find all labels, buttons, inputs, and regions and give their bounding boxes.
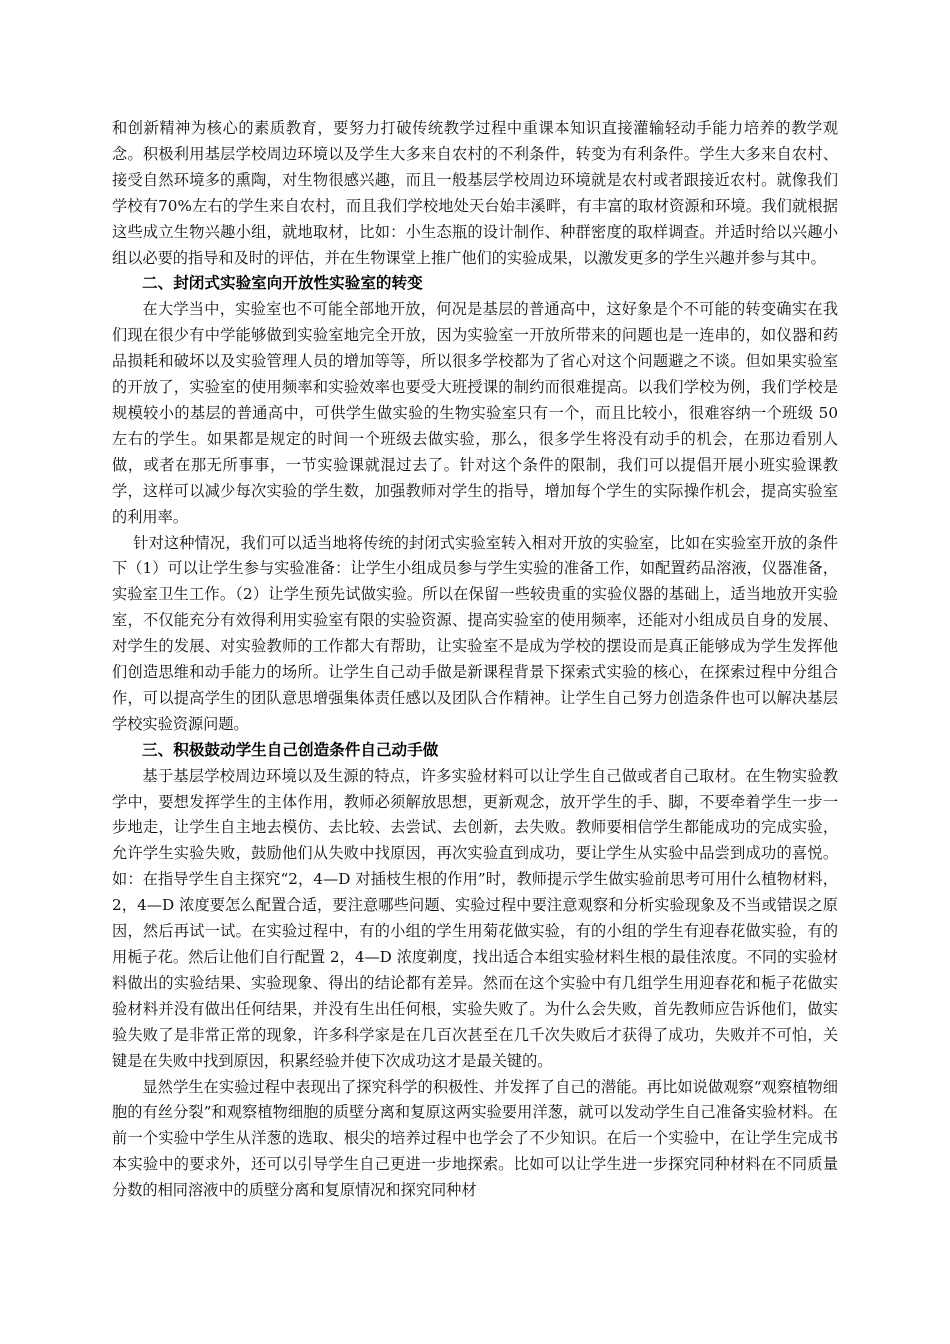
- paragraph-4: 基于基层学校周边环境以及生源的特点，许多实验材料可以让学生自己做或者自己取材。在生物实验教学中，要想发挥学生的主体作用，教师必须解放思想，更新观念，放开学生的手、脚，不要牵着学生一步一步地走，让学生自主地去模仿、去比较、去尝试、去创新，去失败。教师要相信学生都能成功的完成实验，允许学生实验失败，鼓励他们从失败中找原因，再次实验直到成功，要让学生从实验中品尝到成功的喜悦。如：在指导学生自主探究“2，4—D 对插枝生根的作用”时，教师提示学生做实验前思考可用什么植物材料，2，4—D 浓度要怎么配置合适，要注意哪些问题、实验过程中要注意观察和分析实验现象及不当或错误之原因，然后再试一试。在实验过程中，有的小组的学生用菊花做实验，有的小组的学生有迎春花做实验，有的用栀子花。然后让他们自行配置 2，4—D 浓度剃度，找出适合本组实验材料生根的最佳浓度。不同的实验材料做出的实验结果、实验现象、得出的结论都有差异。然而在这个实验中有几组学生用迎春花和栀子花做实验材料并没有做出任何结果，并没有生出任何根，实验失败了。为什么会失败，首先教师应告诉他们，做实验失败了是非常正常的现象，许多科学家是在几百次甚至在几千次失败后才获得了成功，失败并不可怕，关键是在失败中找到原因，积累经验并使下次成功这才是最关键的。: [112, 766, 838, 1070]
- section-heading-2: 二、封闭式实验室向开放性实验室的转变: [142, 274, 423, 293]
- paragraph-5: 显然学生在实验过程中表现出了探究科学的积极性、并发挥了自己的潜能。再比如说做观察“观察植物细胞的有丝分裂”和观察植物细胞的质壁分离和复原这两实验要用洋葱，就可以发动学生自己准备实验材料。在前一个实验中学生从洋葱的选取、根尖的培养过程中也学会了不少知识。在后一个实验中，在让学生完成书本实验中的要求外，还可以引导学生自己更进一步地探索。比如可以让学生进一步探究同种材料在不同质量分数的相同溶液中的质壁分离和复原情况和探究同种材: [112, 1077, 838, 1200]
- paragraph-2: 在大学当中，实验室也不可能全部地开放，何况是基层的普通高中，这好象是个不可能的转变确实在我们现在很少有中学能够做到实验室地完全开放，因为实验室一开放所带来的问题也是一连串的，如仪器和药品损耗和破坏以及实验管理人员的增加等等，所以很多学校都为了省心对这个问题避之不谈。但如果实验室的开放了，实验室的使用频率和实验效率也要受大班授课的制约而很难提高。以我们学校为例，我们学校是规模较小的基层的普通高中，可供学生做实验的生物实验室只有一个，而且比较小，很难容纳一个班级 50 左右的学生。如果都是规定的时间一个班级去做实验，那么，很多学生将没有动手的机会，在那边看别人做，或者在那无所事事，一节实验课就混过去了。针对这个条件的限制，我们可以提倡开展小班实验课教学，这样可以减少每次实验的学生数，加强教师对学生的指导，增加每个学生的实际操作机会，提高实验室的利用率。: [112, 300, 838, 526]
- section-heading-3: 三、积极鼓动学生自己创造条件自己动手做: [142, 740, 439, 759]
- document-page: [112, 116, 838, 1204]
- paragraph-1: 和创新精神为核心的素质教育，要努力打破传统教学过程中重课本知识直接灌输轻动手能力培养的教学观念。积极利用基层学校周边环境以及学生大多来自农村的不利条件，转变为有利条件。学生大多来自农村、接受自然环境多的熏陶，对生物很感兴趣，而且一般基层学校周边环境就是农村或者跟接近农村。就像我们学校有70%左右的学生来自农村，而且我们学校地处天台始丰溪畔，有丰富的取材资源和环境。我们就根据这些成立生物兴趣小组，就地取材，比如：小生态瓶的设计制作、种群密度的取样调查。并适时给以兴趣小组以必要的指导和及时的评估，并在生物课堂上推广他们的实验成果，以激发更多的学生兴趣并参与其中。: [112, 119, 838, 267]
- paragraph-3: 针对这种情况，我们可以适当地将传统的封闭式实验室转入相对开放的实验室，比如在实验室开放的条件下（1）可以让学生参与实验准备：让学生小组成员参与学生实验的准备工作，如配置药品溶液，仪器准备，实验室卫生工作。（2）让学生预先试做实验。所以在保留一些较贵重的实验仪器的基础上，适当地放开实验室，不仅能充分有效得利用实验室有限的实验资源、提高实验室的使用频率，还能对小组成员自身的发展、对学生的发展、对实验教师的工作都大有帮助，让实验室不是成为学校的摆设而是真正能够成为学生发挥他们创造思维和动手能力的场所。让学生自己动手做是新课程背景下探索式实验的核心，在探索过程中分组合作，可以提高学生的团队意思增强集体责任感以及团队合作精神。让学生自己努力创造条件也可以解决基层学校实验资源问题。: [112, 533, 838, 733]
